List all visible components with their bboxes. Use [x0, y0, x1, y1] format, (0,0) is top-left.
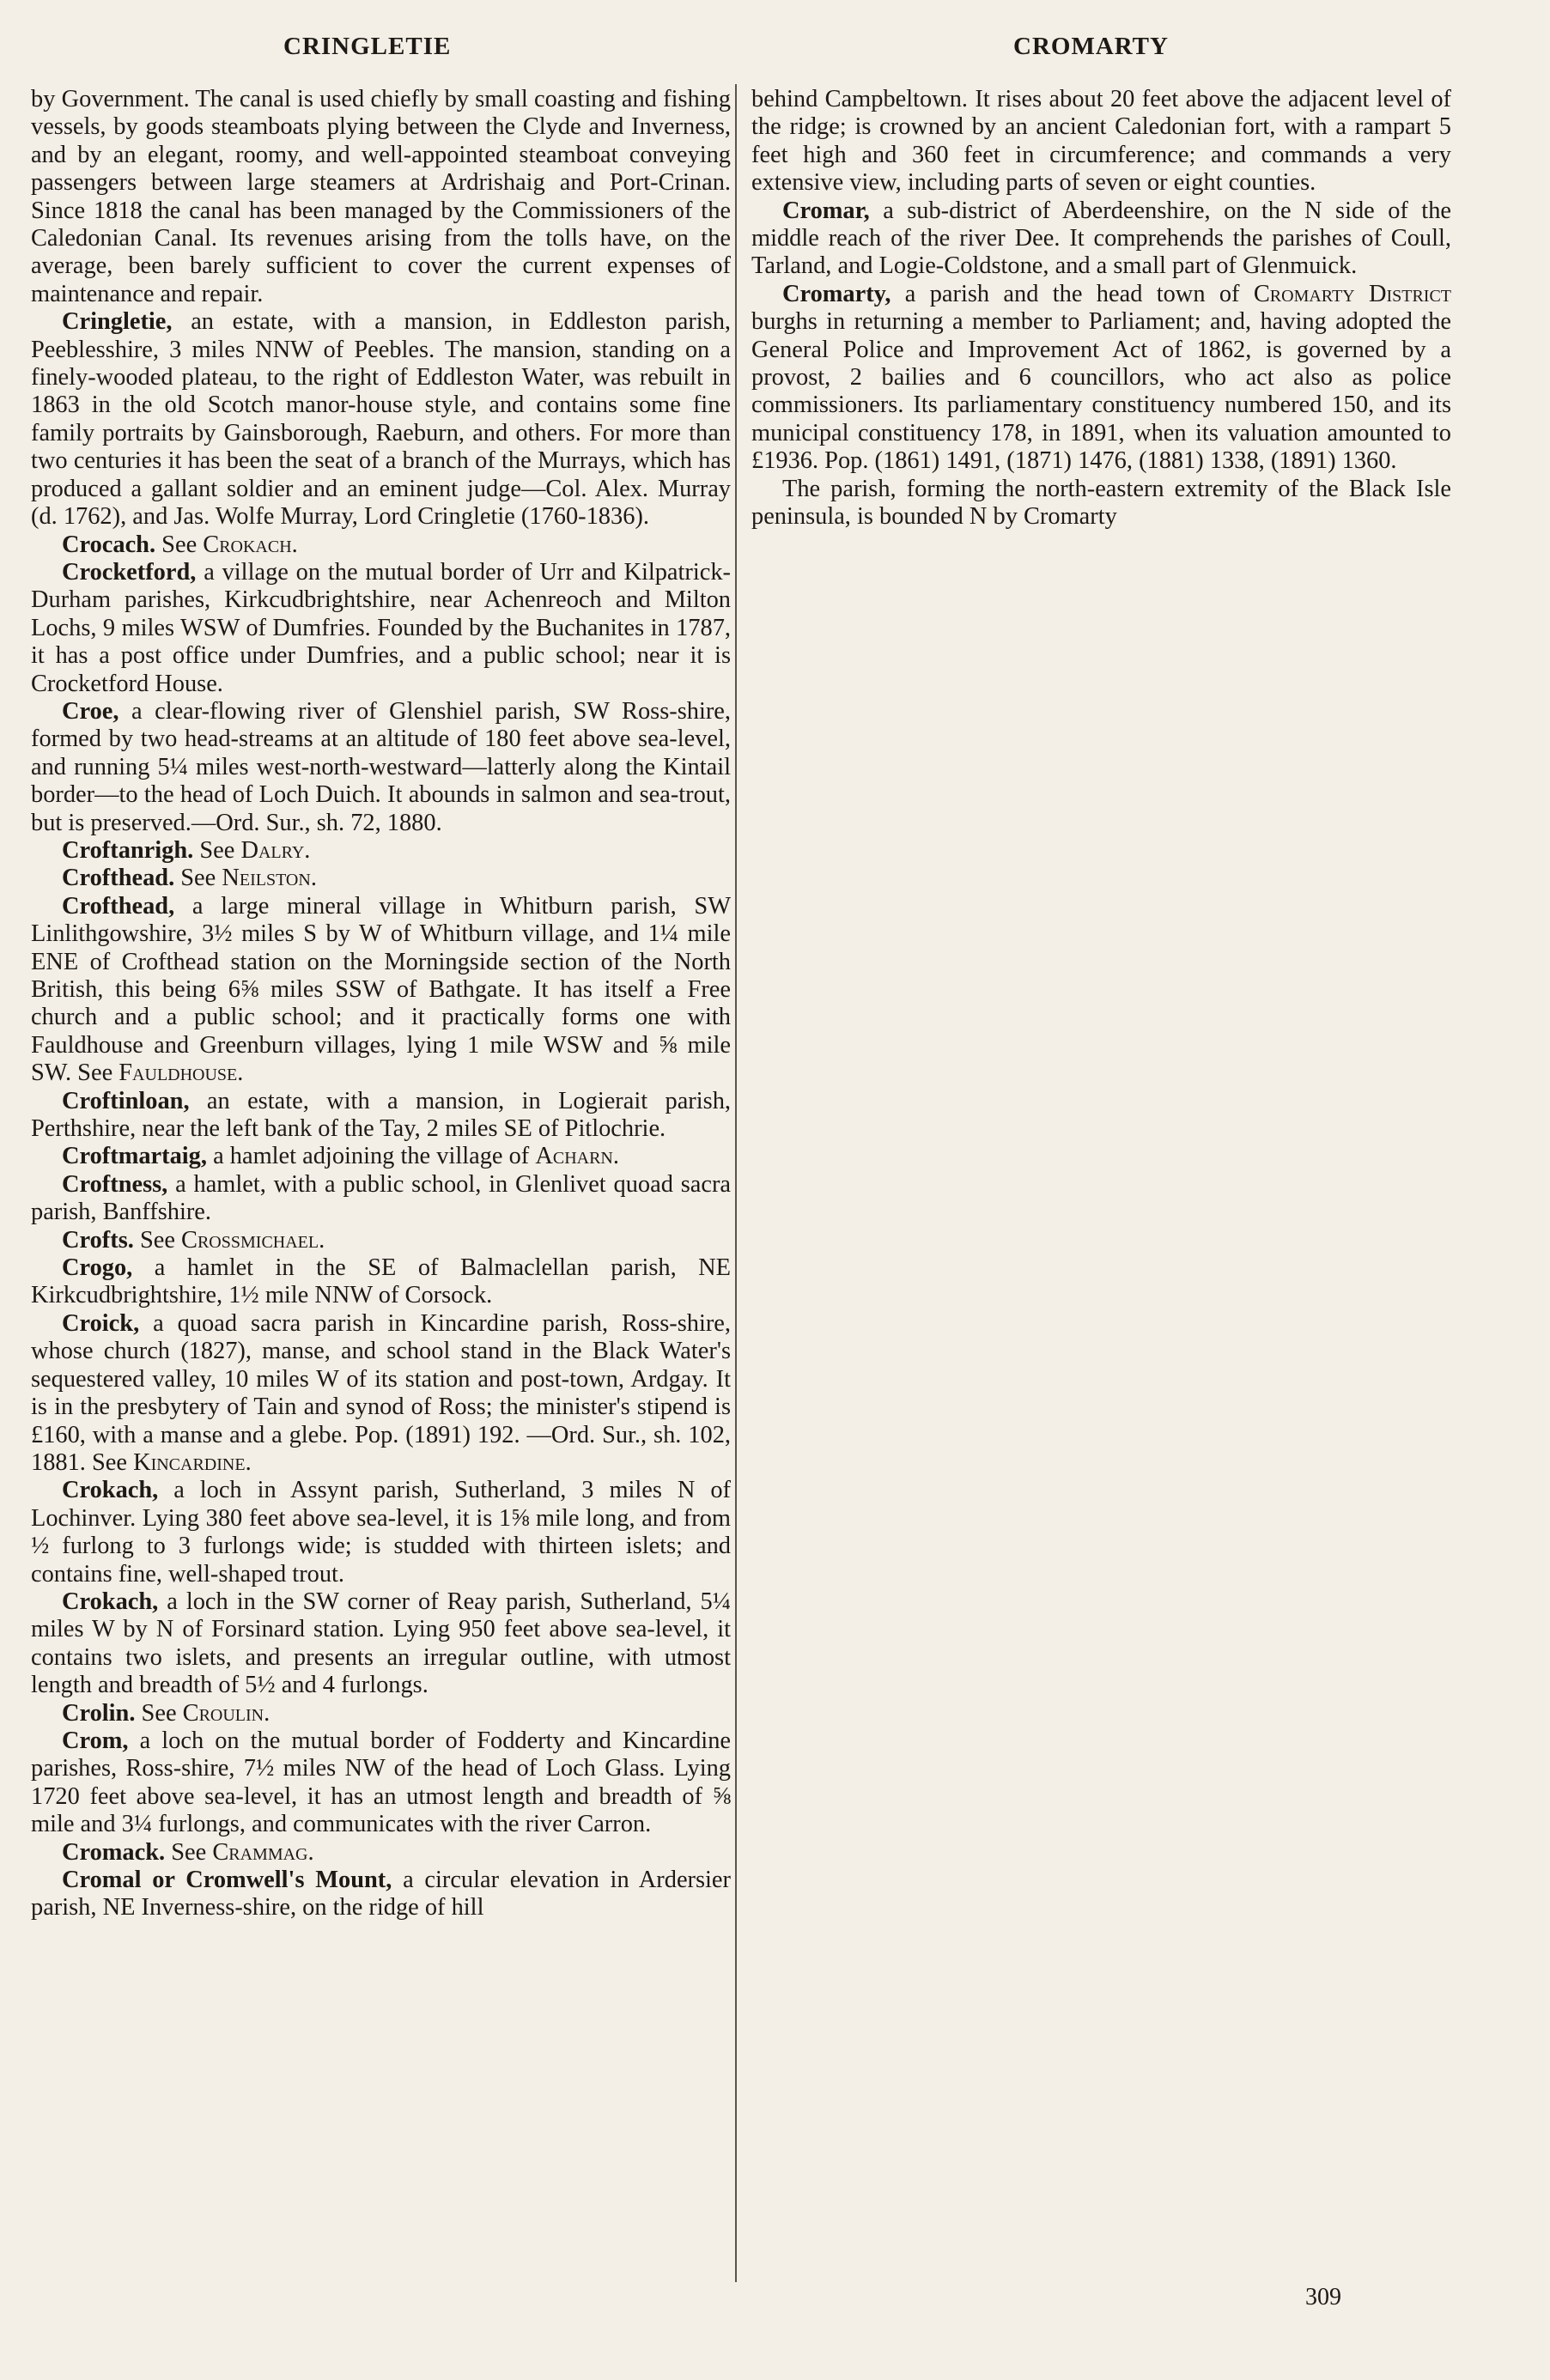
entry-text: a village on the mutual border of Urr and Kilpatrick-Durham parishes, Kirkcudbrightshire, near Achenreoch and Milton Lochs, 9 miles WSW of Dumfries. Founded by the Buchanites in 1787, it has a post office under Dumfries, and a public school; near it is Crocketford House. — [31, 558, 731, 697]
entry-paragraph — [31, 1143, 731, 1170]
cross-reference: Fauldhouse — [119, 1059, 238, 1087]
entry-text: a parish and the head town of — [890, 280, 1254, 307]
entry-text: an estate, with a mansion, in Logierait parish, Perthshire, near the left bank of the Tay, 2 miles SE of Pitlochrie. — [31, 1087, 731, 1143]
entry-headword: Crolin. — [62, 1699, 136, 1727]
entry-headword: Croftmartaig, — [62, 1143, 207, 1170]
cross-reference: Crammag — [212, 1838, 308, 1866]
cross-reference: Acharn — [535, 1143, 613, 1170]
entry-text: a hamlet adjoining the village of — [206, 1143, 536, 1170]
entry-headword: Croftness, — [62, 1170, 168, 1198]
page-header-left: CRINGLETIE — [283, 33, 452, 60]
entry-text-tail: . — [307, 1838, 314, 1866]
cross-reference: Crokach — [203, 531, 292, 558]
entry-headword: Crofthead, — [62, 892, 175, 920]
entry-headword: Croftanrigh. — [62, 836, 194, 864]
entry-paragraph — [31, 1171, 731, 1227]
entry-text: behind Campbeltown. It rises about 20 feet above the adjacent level of the ridge; is crowned by an ancient Caledonian fort, with a rampart 5 feet high and 360 feet in circumference; and commands a very extensive view, including parts of seven or eight counties. — [751, 86, 1451, 197]
entry-text-tail: . — [612, 1143, 619, 1170]
entry-headword: Crofts. — [62, 1226, 134, 1254]
entry-text: a quoad sacra parish in Kincardine parish, Ross-shire, whose church (1827), manse, and school stand in the Black Water's sequestered valley, 10 miles W of its station and post-town, Ardgay. It is in the presbytery of Tain and synod of Ross; the minister's stipend is £160, with a manse and a glebe. Pop. (1891) 192. —Ord. Sur., sh. 102, 1881. See — [31, 1309, 731, 1476]
entry-paragraph — [751, 281, 1451, 476]
entry-paragraph — [31, 559, 731, 698]
entry-paragraph — [31, 1588, 731, 1700]
entry-headword: Crogo, — [62, 1254, 133, 1282]
entry-paragraph — [31, 1867, 731, 1922]
entry-text: a loch on the mutual border of Fodderty and Kincardine parishes, Ross-shire, 7½ miles NW of the head of Loch Glass. Lying 1720 feet above sea-level, it has an utmost length and breadth of ⅝ mile and 3¼ furlongs, and communicates with the river Carron. — [31, 1727, 731, 1838]
entry-headword: Croftinloan, — [62, 1087, 190, 1114]
page-number: 309 — [1305, 2284, 1341, 2310]
entry-text-tail: . — [264, 1699, 270, 1727]
entry-text: See — [193, 836, 241, 864]
cross-reference: Croulin — [182, 1699, 264, 1727]
entry-text: See — [133, 1226, 182, 1254]
entry-paragraph — [31, 1839, 731, 1867]
entry-paragraph — [751, 86, 1451, 197]
entry-paragraph — [31, 893, 731, 1088]
left-column — [31, 86, 731, 2284]
entry-headword: Crom, — [62, 1727, 129, 1754]
entry-headword: Cromack. — [62, 1838, 166, 1866]
entry-paragraph — [31, 1310, 731, 1477]
entry-headword: Cromar, — [782, 197, 870, 224]
cross-reference: Kincardine — [133, 1448, 246, 1476]
entry-paragraph — [31, 1254, 731, 1310]
entry-paragraph — [31, 86, 731, 308]
entry-headword: Crokach, — [62, 1477, 159, 1504]
entry-paragraph — [31, 531, 731, 559]
entry-headword: Crofthead. — [62, 865, 175, 892]
entry-text: See — [174, 865, 222, 892]
entry-headword: Cromal or Cromwell's Mount, — [62, 1867, 392, 1893]
entry-paragraph — [31, 837, 731, 865]
entry-text: The parish, forming the north-eastern extremity of the Black Isle peninsula, is bounded N by Cromarty — [751, 475, 1451, 531]
entry-paragraph — [31, 1477, 731, 1588]
entry-text: See — [155, 531, 204, 558]
entry-paragraph — [31, 865, 731, 892]
entry-headword: Crocach. — [62, 531, 156, 558]
cross-reference: Crossmichael — [181, 1226, 319, 1254]
entry-text: a sub-district of Aberdeenshire, on the N side of the middle reach of the river Dee. It comprehends the parishes of Coull, Tarland, and Logie-Coldstone, and a small part of Glenmuick. — [751, 197, 1451, 280]
page-header-right: CROMARTY — [1013, 33, 1169, 60]
entry-headword: Croick, — [62, 1309, 140, 1337]
entry-text-tail: . — [304, 836, 311, 864]
entry-paragraph — [31, 1700, 731, 1727]
entry-text: a circular elevation in Ardersier parish, NE Inverness-shire, on the ridge of hill — [31, 1867, 731, 1922]
right-column — [751, 86, 1451, 2284]
entry-paragraph — [31, 698, 731, 837]
entry-headword: Crocketford, — [62, 558, 197, 586]
cross-reference: Neilston — [222, 865, 311, 892]
entry-text: a hamlet in the SE of Balmaclellan parish, NE Kirkcudbrightshire, 1½ mile NNW of Corsock. — [31, 1254, 731, 1309]
entry-text: a loch in the SW corner of Reay parish, Sutherland, 5¼ miles W by N of Forsinard station. Lying 950 feet above sea-level, it contains two islets, and presents an irregular outline, with utmost length and breadth of 5½ and 4 furlongs. — [31, 1588, 731, 1699]
entry-paragraph — [31, 1227, 731, 1254]
entry-headword: Cringletie, — [62, 308, 173, 336]
entry-text-tail: . — [319, 1226, 325, 1254]
entry-paragraph — [751, 197, 1451, 281]
entry-paragraph — [31, 1088, 731, 1144]
entry-text-tail: burghs in returning a member to Parliament; and, having adopted the General Police and Improvement Act of 1862, is governed by a provost, 2 bailies and 6 councillors, who act also as police commissioners. Its parliamentary constituency numbered 150, and its municipal constituency 178, in 1891, when its valuation amounted to £1936. Pop. (1861) 1491, (1871) 1476, (1881) 1338, (1891) 1360. — [751, 308, 1451, 475]
entry-headword: Croe, — [62, 697, 119, 725]
entry-text-tail: . — [291, 531, 298, 558]
column-divider — [735, 84, 737, 2282]
entry-text: a hamlet, with a public school, in Glenlivet quoad sacra parish, Banffshire. — [31, 1170, 731, 1226]
entry-text: See — [165, 1838, 213, 1866]
entry-text: a clear-flowing river of Glenshiel parish, SW Ross-shire, formed by two head-streams at an altitude of 180 feet above sea-level, and running 5¼ miles west-north-westward—latterly along the Kintail border—to the head of Loch Duich. It abounds in salmon and sea-trout, but is preserved.—Ord. Sur., sh. 72, 1880. — [31, 697, 731, 836]
entry-text: by Government. The canal is used chiefly by small coasting and fishing vessels, by goods steamboats plying between the Clyde and Inverness, and by an elegant, roomy, and well-appointed steamboat conveying passengers between large steamers at Ardrishaig and Port-Crinan. Since 1818 the canal has been managed by the Commissioners of the Caledonian Canal. Its revenues arising from the tolls have, on the average, been barely sufficient to cover the current expenses of maintenance and repair. — [31, 86, 731, 307]
cross-reference: Cromarty District — [1253, 280, 1451, 307]
cross-reference: Dalry — [240, 836, 305, 864]
entry-text-tail: . — [245, 1448, 252, 1476]
entry-text: See — [135, 1699, 183, 1727]
entry-text: a loch in Assynt parish, Sutherland, 3 miles N of Lochinver. Lying 380 feet above sea-level, it is 1⅝ mile long, and from ½ furlong to 3 furlongs wide; is studded with thirteen islets; and contains fine, well-shaped trout. — [31, 1477, 731, 1588]
entry-headword: Cromarty, — [782, 280, 891, 307]
entry-text: a large mineral village in Whitburn parish, SW Linlithgowshire, 3½ miles S by W of Whitburn village, and 1¼ mile ENE of Crofthead station on the Morningside section of the North British, this being 6⅝ miles SSW of Bathgate. It has itself a Free church and a public school; and it practically forms one with Fauldhouse and Greenburn villages, lying 1 mile WSW and ⅝ mile SW. See — [31, 892, 731, 1087]
entry-paragraph — [751, 476, 1451, 531]
entry-headword: Crokach, — [62, 1588, 159, 1615]
entry-paragraph — [31, 1727, 731, 1839]
entry-text-tail: . — [237, 1059, 244, 1087]
entry-paragraph — [31, 308, 731, 531]
entry-text-tail: . — [310, 865, 317, 892]
entry-text: an estate, with a mansion, in Eddleston parish, Peeblesshire, 3 miles NNW of Peebles. The mansion, standing on a finely-wooded plateau, to the right of Eddleston Water, was rebuilt in 1863 in the old Scotch manor-house style, and contains some fine family portraits by Gainsborough, Raeburn, and others. For more than two centuries it has been the seat of a branch of the Murrays, which has produced a gallant soldier and an eminent judge—Col. Alex. Murray (d. 1762), and Jas. Wolfe Murray, Lord Cringletie (1760-1836). — [31, 308, 731, 531]
